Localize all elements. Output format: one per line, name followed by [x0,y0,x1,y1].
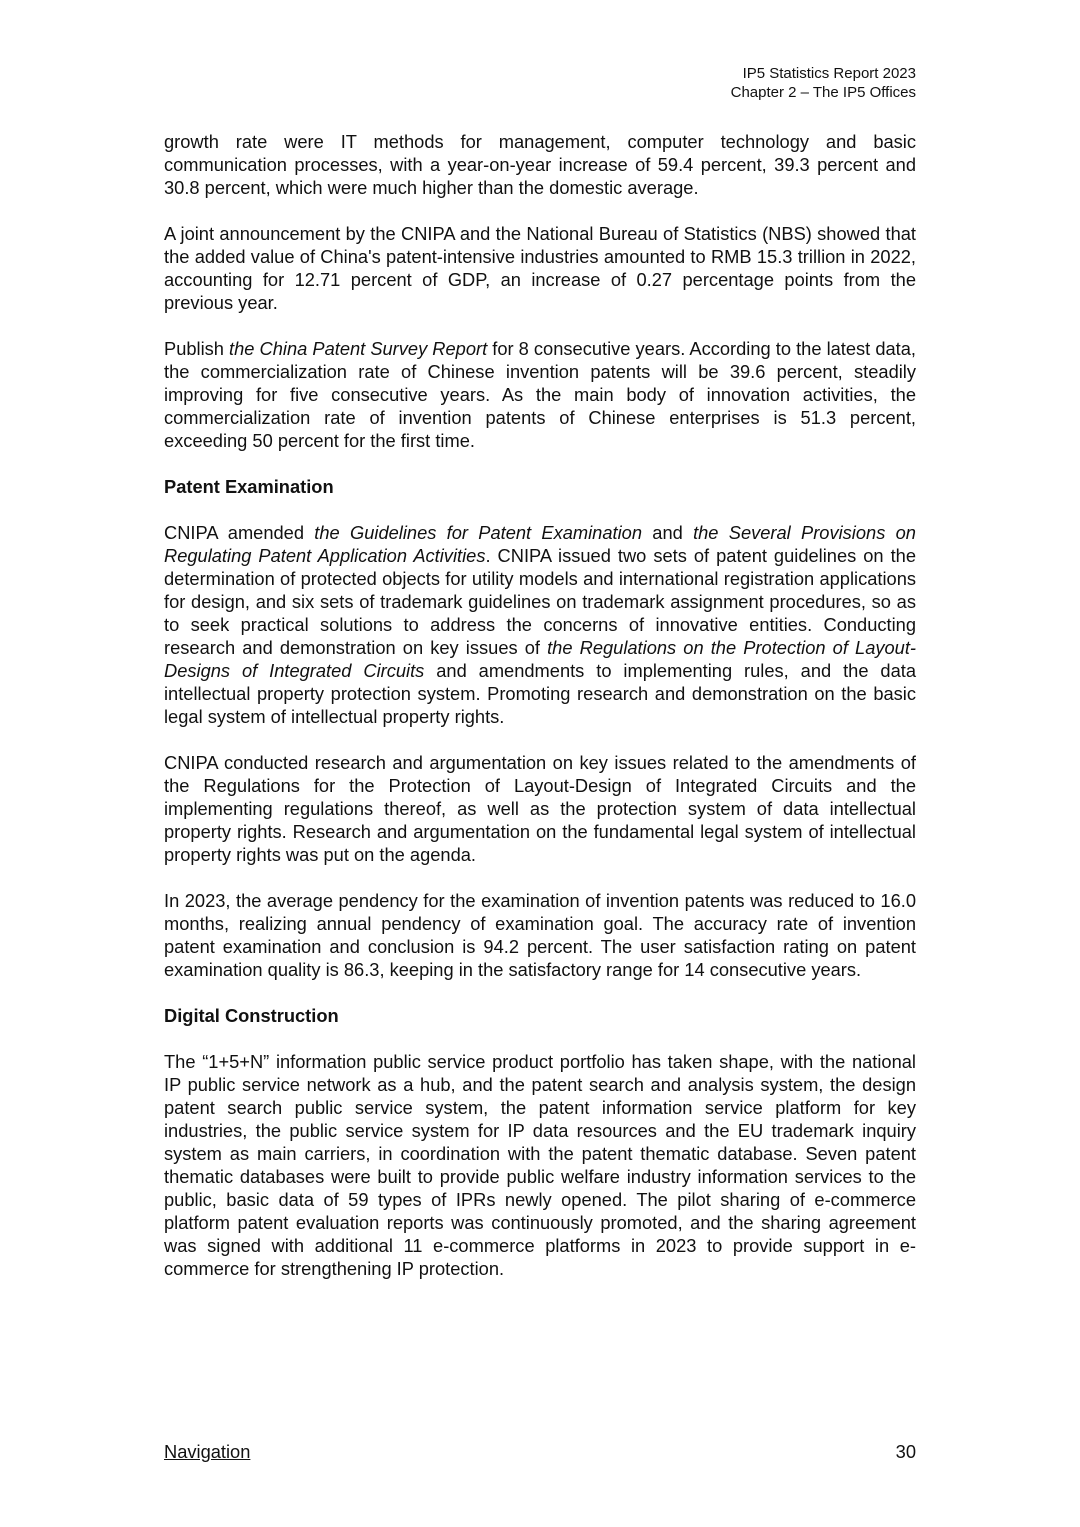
text-run: CNIPA amended [164,522,315,543]
text-run: Publish [164,338,230,359]
chapter-title: Chapter 2 – The IP5 Offices [730,84,916,101]
paragraph-cnipa-amended [164,521,916,728]
text-run: for 8 consecutive years. According to the latest data, the commercialization rate of Chinese invention patents will be 39.6 percent, steadily improving for five consecutive years. As the main body of innovation activities, the commercialization rate of invention patents of Chinese enterprises is 51.3 percent, exceeding 50 percent for the first time. [164,338,917,451]
title-several-provisions: the Several Provisions on Regulating Patent Application Activities [164,522,916,566]
text-run: and amendments to implementing rules, and the data intellectual property protection system. Promoting research and demonstration on the basic legal system of intellectual property rights. [164,660,916,727]
title-regulations-layout-designs: the Regulations on the Protection of Layout-Designs of Integrated Circuits [164,637,916,681]
paragraph-research-argumentation: CNIPA conducted research and argumentation on key issues related to the amendments of the Regulations for the Protection of Layout-Design of Integrated Circuits and the implementing regulations thereof, as well as the protection system of data intellectual property rights. Research and argumentation on the fundamental legal system of intellectual property rights was put on the agenda. [164,752,916,865]
title-china-patent-survey-report: the China Patent Survey Report [229,338,488,359]
paragraph-information-service: The “1+5+N” information public service product portfolio has taken shape, with the national IP public service network as a hub, and the patent search and analysis system, the design patent search public service system, the patent information service platform for key industries, the public service system for IP data resources and the EU trademark inquiry system as main carriers, in coordination with the patent thematic database. Seven patent thematic databases were built to provide public welfare industry information services to the public, basic data of 59 types of IPRs newly opened. The pilot sharing of e-commerce platform patent evaluation reports was continuously promoted, and the sharing agreement was signed with additional 11 e-commerce platforms in 2023 to provide support in e-commerce for strengthening IP protection. [164,1051,916,1279]
page-number: 30 [895,1441,916,1462]
text-run: and [642,522,694,543]
report-title: IP5 Statistics Report 2023 [742,65,916,82]
title-guidelines-patent-examination: the Guidelines for Patent Examination [314,522,642,543]
navigation-link[interactable]: Navigation [164,1441,251,1462]
heading-digital-construction: Digital Construction [164,1005,339,1026]
paragraph-patent-survey [164,337,916,452]
paragraph-average-pendency: In 2023, the average pendency for the examination of invention patents was reduced to 16.0 months, realizing annual pendency of examination goal. The accuracy rate of invention patent examination and conclusion is 94.2 percent. The user satisfaction rating on patent examination quality is 86.3, keeping in the satisfactory range for 14 consecutive years. [164,890,916,980]
heading-patent-examination: Patent Examination [164,476,334,497]
paragraph-joint-announcement: A joint announcement by the CNIPA and the National Bureau of Statistics (NBS) showed that the added value of China's patent-intensive industries amounted to RMB 15.3 trillion in 2022, accounting for 12.71 percent of GDP, an increase of 0.27 percentage points from the previous year. [164,223,916,313]
text-run: . CNIPA issued two sets of patent guidelines on the determination of protected objects for utility models and international registration applications for design, and six sets of trademark guidelines on trademark assignment procedures, so as to seek practical solutions to address the concerns of innovative entities. Conducting research and demonstration on key issues of [164,545,917,658]
paragraph-growth-rate: growth rate were IT methods for management, computer technology and basic communication processes, with a year-on-year increase of 59.4 percent, 39.3 percent and 30.8 percent, which were much higher than the domestic average. [164,131,916,198]
page-header [731,64,916,102]
document-body [164,130,916,1303]
